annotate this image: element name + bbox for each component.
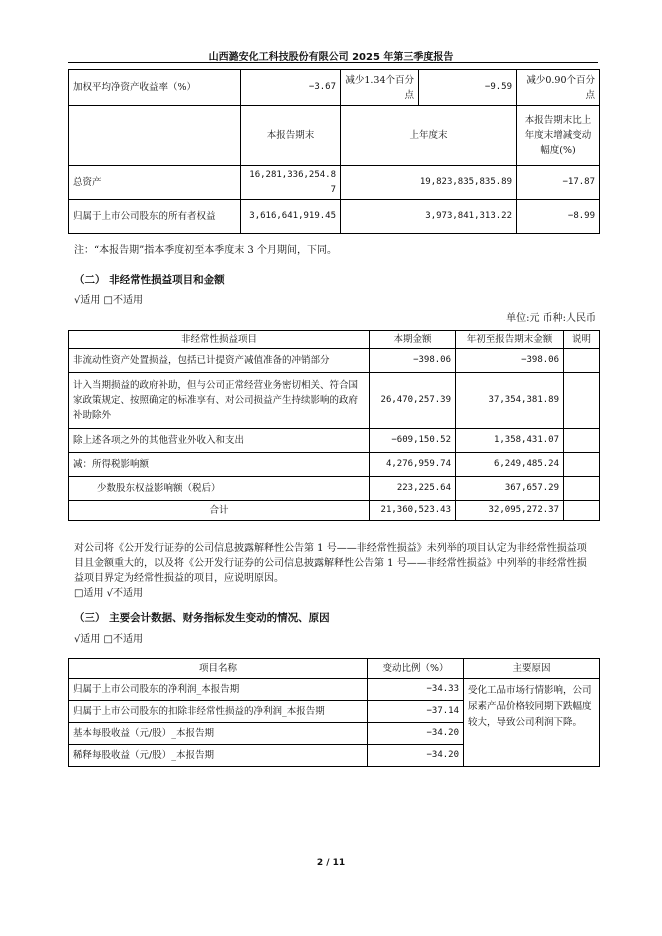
row-current: 21,360,523.43 <box>370 501 456 521</box>
head-reason: 主要原因 <box>464 659 600 679</box>
row-ratio: −34.20 <box>368 745 464 767</box>
head-prior-year-end: 上年度末 <box>341 106 517 166</box>
page-number: 2 / 11 <box>316 858 346 868</box>
table-row <box>69 70 600 106</box>
head-note: 说明 <box>564 331 600 349</box>
row-note <box>564 477 600 501</box>
row-item: 减：所得税影响额 <box>69 453 370 477</box>
table-row <box>69 200 600 234</box>
head-current-end: 本报告期末 <box>241 106 341 166</box>
table-row <box>69 373 600 429</box>
table-header-row <box>69 106 600 166</box>
row-ytd: −398.06 <box>456 349 564 373</box>
row-note <box>564 501 600 521</box>
table-row <box>69 477 600 501</box>
assets-current: 16,281,336,254.87 <box>241 166 341 200</box>
reason-cell: 受化工品市场行情影响，公司尿素产品价格较同期下跌幅度较大，导致公司利润下降。 <box>464 679 600 767</box>
empty-cell <box>69 106 241 166</box>
head-change-pct: 本报告期末比上年度末增减变动幅度(%) <box>517 106 600 166</box>
table-row <box>69 679 600 701</box>
row-item: 非流动性资产处置损益，包括已计提资产减值准备的冲销部分 <box>69 349 370 373</box>
roe-label: 加权平均净资产收益率（%） <box>69 70 241 106</box>
row-item: 除上述各项之外的其他营业外收入和支出 <box>69 429 370 453</box>
roe-prior: −9.59 <box>419 70 517 106</box>
assets-label: 总资产 <box>69 166 241 200</box>
section3-title: （三） 主要会计数据、财务指标发生变动的情况、原因 <box>74 612 330 624</box>
section2-applicable: √适用 □不适用 <box>74 295 143 306</box>
head-ratio: 变动比例（%） <box>368 659 464 679</box>
table-row <box>69 429 600 453</box>
table-row <box>69 453 600 477</box>
row-current: 26,470,257.39 <box>370 373 456 429</box>
row-item: 合计 <box>69 501 370 521</box>
row-note <box>564 349 600 373</box>
head-ytd: 年初至报告期末金额 <box>456 331 564 349</box>
changes-table <box>68 658 600 767</box>
table-header-row <box>69 659 600 679</box>
row-item: 归属于上市公司股东的扣除非经常性损益的净利润_本报告期 <box>69 701 368 723</box>
equity-label: 归属于上市公司股东的所有者权益 <box>69 200 241 234</box>
table-row <box>69 349 600 373</box>
page-header-title: 山西潞安化工科技股份有限公司 2025 年第三季度报告 <box>208 52 454 63</box>
row-note <box>564 453 600 477</box>
row-item: 稀释每股收益（元/股）_本报告期 <box>69 745 368 767</box>
row-ytd: 6,249,485.24 <box>456 453 564 477</box>
equity-current: 3,616,641,919.45 <box>241 200 341 234</box>
row-note <box>564 373 600 429</box>
row-current: 4,276,959.74 <box>370 453 456 477</box>
unit-label: 单位:元 币种:人民币 <box>506 313 596 324</box>
roe-ytd-change: 减少0.90个百分点 <box>517 70 600 106</box>
roe-current: −3.67 <box>241 70 341 106</box>
row-current: 223,225.64 <box>370 477 456 501</box>
equity-change: −8.99 <box>517 200 600 234</box>
section3-applicable: √适用 □不适用 <box>74 634 143 645</box>
section2-paragraph: 对公司将《公开发行证券的公司信息披露解释性公告第 1 号——非经常性损益》未列举的项目认定为非经常性损益项目且金额重大的，以及将《公开发行证券的公司信息披露解释性公告第 1 号——非经常性损益》中列举的非经常性损益项目界定为经常性损益的项目，应说明原因。 <box>74 543 587 584</box>
head-item: 非经常性损益项目 <box>69 331 370 349</box>
row-item: 计入当期损益的政府补助，但与公司正常经营业务密切相关、符合国家政策规定、按照确定的标准享有、对公司损益产生持续影响的政府补助除外 <box>69 373 370 429</box>
section2-applicable-2: □适用 √不适用 <box>74 588 143 599</box>
row-current: −398.06 <box>370 349 456 373</box>
table-header-row <box>69 331 600 349</box>
table-row-total <box>69 501 600 521</box>
row-ratio: −37.14 <box>368 701 464 723</box>
row-ytd: 1,358,431.07 <box>456 429 564 453</box>
row-ratio: −34.20 <box>368 723 464 745</box>
section2-title: （二） 非经常性损益项目和金额 <box>74 274 225 286</box>
assets-change: −17.87 <box>517 166 600 200</box>
non-recurring-table <box>68 330 600 521</box>
row-ytd: 37,354,381.89 <box>456 373 564 429</box>
key-indicators-table <box>68 69 600 234</box>
row-item: 归属于上市公司股东的净利润_本报告期 <box>69 679 368 701</box>
table-row <box>69 166 600 200</box>
row-note <box>564 429 600 453</box>
assets-prior: 19,823,835,835.89 <box>341 166 517 200</box>
header-rule <box>68 62 598 63</box>
equity-prior: 3,973,841,313.22 <box>341 200 517 234</box>
row-item: 基本每股收益（元/股）_本报告期 <box>69 723 368 745</box>
row-current: −609,150.52 <box>370 429 456 453</box>
row-ratio: −34.33 <box>368 679 464 701</box>
row-item: 少数股东权益影响额（税后） <box>69 477 370 501</box>
head-item-name: 项目名称 <box>69 659 368 679</box>
note-text: 注：“本报告期”指本季度初至本季度末 3 个月期间，下同。 <box>74 245 337 256</box>
row-ytd: 367,657.29 <box>456 477 564 501</box>
head-current: 本期金额 <box>370 331 456 349</box>
row-ytd: 32,095,272.37 <box>456 501 564 521</box>
roe-change: 减少1.34个百分点 <box>341 70 419 106</box>
